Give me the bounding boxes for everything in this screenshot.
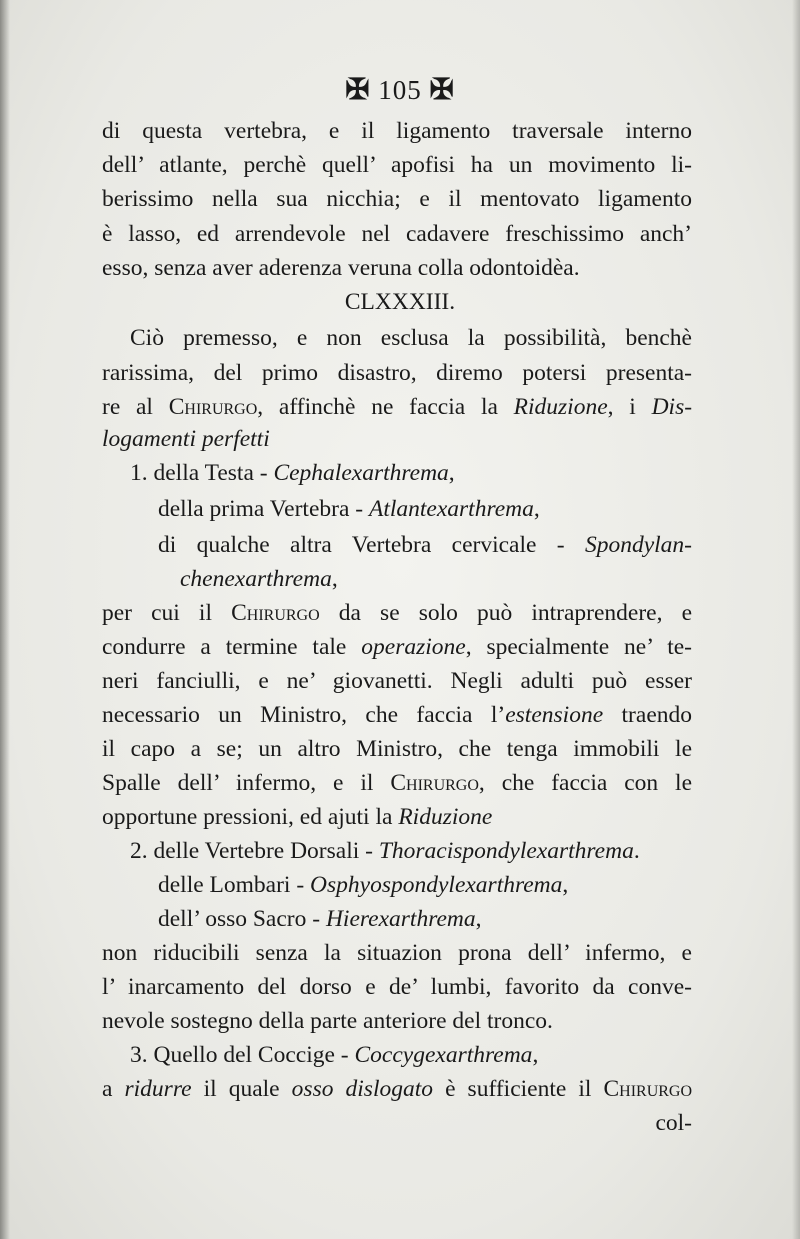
text-line: Ciò premesso, e non esclusa la possibilità, benchè	[130, 325, 692, 351]
text-line	[102, 598, 692, 628]
list-item	[158, 904, 692, 934]
text-line: di questa vertebra, e il ligamento traversale interno	[102, 118, 692, 144]
text-span: Spondylan-	[584, 532, 693, 558]
text-line: esso, senza aver aderenza veruna colla odontoidèa.	[102, 255, 580, 281]
text-span: , specialmente ne’ te-	[465, 634, 693, 660]
text-span: ,	[448, 460, 455, 486]
text-span: Riduzione	[398, 804, 493, 830]
text-line	[102, 1074, 692, 1104]
text-line: rarissima, del primo disastro, diremo potersi presenta-	[102, 360, 692, 386]
text-span: 2. delle Vertebre Dorsali -	[130, 838, 373, 864]
text-span: ,	[532, 1042, 539, 1068]
text-line: l’ inarcamento del dorso e de’ lumbi, favorito da conve-	[102, 974, 692, 1000]
text-span: Spalle dell’ infermo, e il	[102, 770, 374, 796]
text-line: logamenti perfetti	[102, 426, 270, 452]
text-span: .	[633, 838, 640, 864]
text-line	[102, 632, 692, 662]
text-span: è sufficiente il	[445, 1076, 592, 1102]
text-span: 3. Quello del Coccige -	[130, 1042, 349, 1068]
text-span: , che faccia con le	[478, 770, 692, 796]
text-span: Chirurgo	[168, 394, 258, 420]
text-span: , affinchè ne faccia la	[257, 394, 498, 420]
text-span: da se solo può intraprendere, e	[338, 600, 693, 626]
text-span: Chirurgo	[390, 770, 479, 796]
text-span: il quale	[203, 1076, 280, 1102]
section-heading: CLXXXIII.	[344, 289, 456, 315]
list-item	[158, 494, 692, 524]
text-span: Thoracispondylexarthrema	[378, 838, 634, 864]
list-item	[130, 836, 692, 866]
text-span: Dis-	[651, 394, 693, 420]
text-line: il capo a se; un altro Ministro, che tenga immobili le	[102, 736, 692, 762]
text-span: ,	[475, 906, 482, 932]
ornament-right-icon: ✠	[429, 74, 455, 106]
text-span: re al	[102, 394, 153, 420]
text-span: operazione	[361, 634, 466, 660]
text-span: Chirurgo	[603, 1076, 693, 1102]
text-line	[102, 392, 692, 422]
text-span: per cui il	[102, 600, 212, 626]
text-span: Atlantexarthrema	[368, 496, 534, 522]
text-line: berissimo nella sua nicchia; e il mentovato ligamento	[102, 186, 692, 212]
text-span: della prima Vertebra -	[158, 496, 364, 522]
list-item	[130, 458, 692, 488]
text-span: , i	[607, 394, 636, 420]
text-line	[180, 564, 692, 594]
list-item	[158, 870, 692, 900]
text-span: delle Lombari -	[158, 872, 305, 898]
text-span: di qualche altra Vertebra cervicale -	[158, 532, 565, 558]
text-span: Chirurgo	[231, 600, 320, 626]
text-line: non riducibili senza la situazion prona dell’ infermo, e	[102, 940, 692, 966]
text-span: ,	[562, 872, 569, 898]
text-span: Osphyospondylexarthrema	[310, 872, 563, 898]
text-span: opportune pressioni, ed ajuti la	[102, 804, 393, 830]
text-line	[102, 768, 692, 798]
text-span: condurre a termine tale	[102, 634, 347, 660]
text-line	[102, 700, 692, 730]
text-span: ,	[533, 496, 540, 522]
page-number: 105	[378, 75, 422, 105]
ornament-left-icon: ✠	[345, 74, 371, 106]
text-span: a	[102, 1076, 113, 1102]
text-span: ridurre	[124, 1076, 192, 1102]
page-header	[0, 72, 800, 107]
text-span: necessario un Ministro, che faccia l’	[102, 702, 506, 728]
text-span: Coccygexarthrema	[354, 1042, 533, 1068]
list-item	[130, 1040, 692, 1070]
text-span: Riduzione	[513, 394, 608, 420]
list-item	[158, 530, 692, 560]
text-span: estensione	[505, 702, 604, 728]
text-span: traendo	[621, 702, 692, 728]
text-span: dell’ osso Sacro -	[158, 906, 321, 932]
text-line: neri fanciulli, e ne’ giovanetti. Negli adulti può esser	[102, 668, 692, 694]
text-span: 1. della Testa -	[130, 460, 268, 486]
text-span: ,	[331, 566, 338, 592]
text-span: Cephalexarthrema	[273, 460, 449, 486]
text-line: nevole sostegno della parte anteriore del tronco.	[102, 1008, 553, 1034]
catchword: col-	[655, 1110, 692, 1136]
text-span: chenexarthrema	[180, 566, 332, 592]
text-span: osso dislogato	[291, 1076, 433, 1102]
text-line	[102, 802, 692, 832]
text-line: è lasso, ed arrendevole nel cadavere freschissimo anch’	[102, 221, 692, 247]
text-span: Hierexarthrema	[325, 906, 476, 932]
text-line: dell’ atlante, perchè quell’ apofisi ha un movimento li-	[102, 152, 692, 178]
